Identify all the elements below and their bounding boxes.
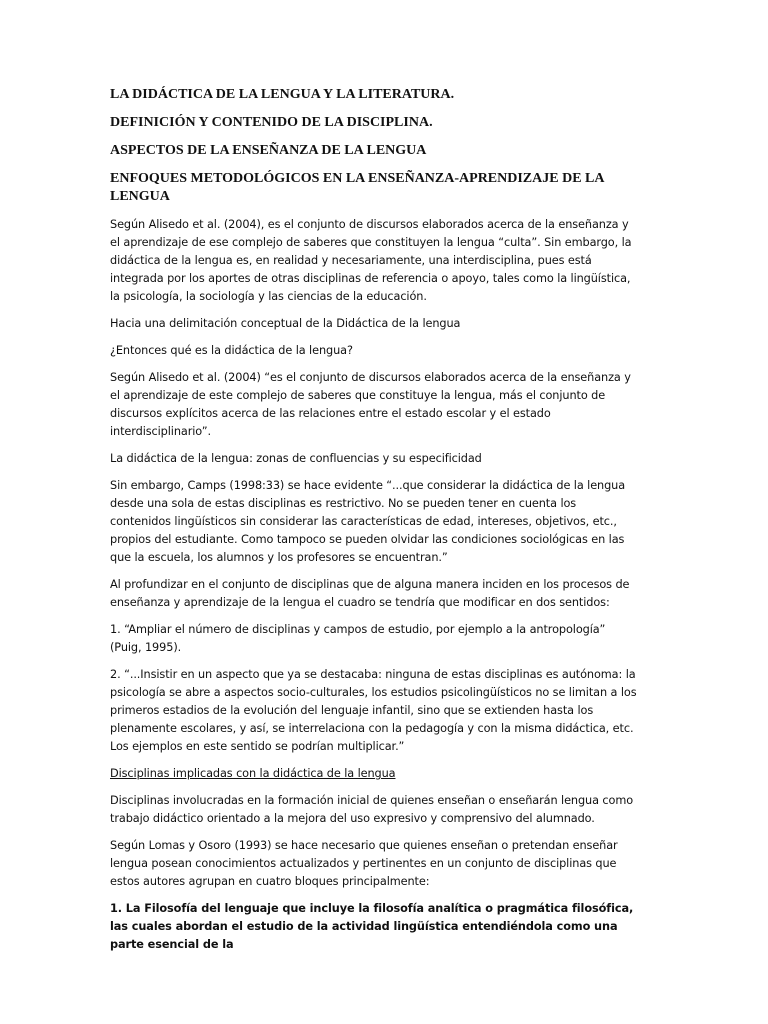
document-page xyxy=(110,86,640,963)
paragraph-profundizar: Al profundizar en el conjunto de disciplinas que de alguna manera inciden en los procesos de enseñanza y aprendizaje de la lengua el cuadro se tendría que modificar en dos sentidos: xyxy=(110,578,630,609)
paragraph-subheading-confluencias: La didáctica de la lengua: zonas de confluencias y su especificidad xyxy=(110,452,482,465)
section-heading-definicion: DEFINICIÓN Y CONTENIDO DE LA DISCIPLINA. xyxy=(110,115,433,130)
paragraph-filosofia-lenguaje: 1. La Filosofía del lenguaje que incluye la filosofía analítica o pragmática filosófica, las cuales abordan el estudio de la actividad lingüística entendiéndola como una parte esencial de la xyxy=(110,902,634,951)
paragraph-list-item-1: 1. “Ampliar el número de disciplinas y campos de estudio, por ejemplo a la antropología” (Puig, 1995). xyxy=(110,623,606,654)
paragraph-lomas-osoro: Según Lomas y Osoro (1993) se hace necesario que quienes enseñan o pretendan enseñar lengua posean conocimientos actualizados y pertinentes en un conjunto de disciplinas que estos autores agrupan en cuatro bloques principalmente: xyxy=(110,839,618,888)
section-heading-aspectos: ASPECTOS DE LA ENSEÑANZA DE LA LENGUA xyxy=(110,143,427,158)
document-title: LA DIDÁCTICA DE LA LENGUA Y LA LITERATURA. xyxy=(110,87,455,102)
paragraph-camps-quote: Sin embargo, Camps (1998:33) se hace evidente “...que considerar la didáctica de la lengua desde una sola de estas disciplinas es restrictivo. No se pueden tener en cuenta los contenidos lingüísticos sin considerar las características de edad, intereses, objetivos, etc., propios del estudiante. Como tampoco se pueden olvidar las condiciones sociológicas en las que la escuela, los alumnos y los profesores se encuentran.” xyxy=(110,479,626,564)
section-heading-enfoques: ENFOQUES METODOLÓGICOS EN LA ENSEÑANZA-APRENDIZAJE DE LA LENGUA xyxy=(110,171,604,204)
paragraph-subheading-delimitacion: Hacia una delimitación conceptual de la Didáctica de la lengua xyxy=(110,317,461,330)
paragraph-disciplinas-involucradas: Disciplinas involucradas en la formación inicial de quienes enseñan o enseñarán lengua como trabajo didáctico orientado a la mejora del uso expresivo y comprensivo del alumnado. xyxy=(110,794,634,825)
paragraph-definicion: Según Alisedo et al. (2004), es el conjunto de discursos elaborados acerca de la enseñanza y el aprendizaje de ese complejo de saberes que constituyen la lengua “culta”. Sin embargo, la didáctica de la lengua es, en realidad y necesariamente, una interdisciplina, pues está integrada por los aportes de otras disciplinas de referencia o apoyo, tales como la lingüística, la psicología, la sociología y las ciencias de la educación. xyxy=(110,218,632,303)
paragraph-subheading-disciplinas: Disciplinas implicadas con la didáctica de la lengua xyxy=(110,767,396,780)
paragraph-alisedo-quote: Según Alisedo et al. (2004) “es el conjunto de discursos elaborados acerca de la enseñanza y el aprendizaje de este complejo de saberes que constituye la lengua, más el conjunto de discursos explícitos acerca de las relaciones entre el estado escolar y el estado interdisciplinario”. xyxy=(110,371,631,438)
paragraph-question: ¿Entonces qué es la didáctica de la lengua? xyxy=(110,344,353,357)
paragraph-list-item-2: 2. “...Insistir en un aspecto que ya se destacaba: ninguna de estas disciplinas es autónoma: la psicología se abre a aspectos socio-culturales, los estudios psicolingüísticos no se limitan a los primeros estadios de la evolución del lenguaje infantil, sino que se extienden hasta los plenamente escolares, y así, se interrelaciona con la pedagogía y con la misma didáctica, etc. Los ejemplos en este sentido se podrían multiplicar.” xyxy=(110,668,637,753)
